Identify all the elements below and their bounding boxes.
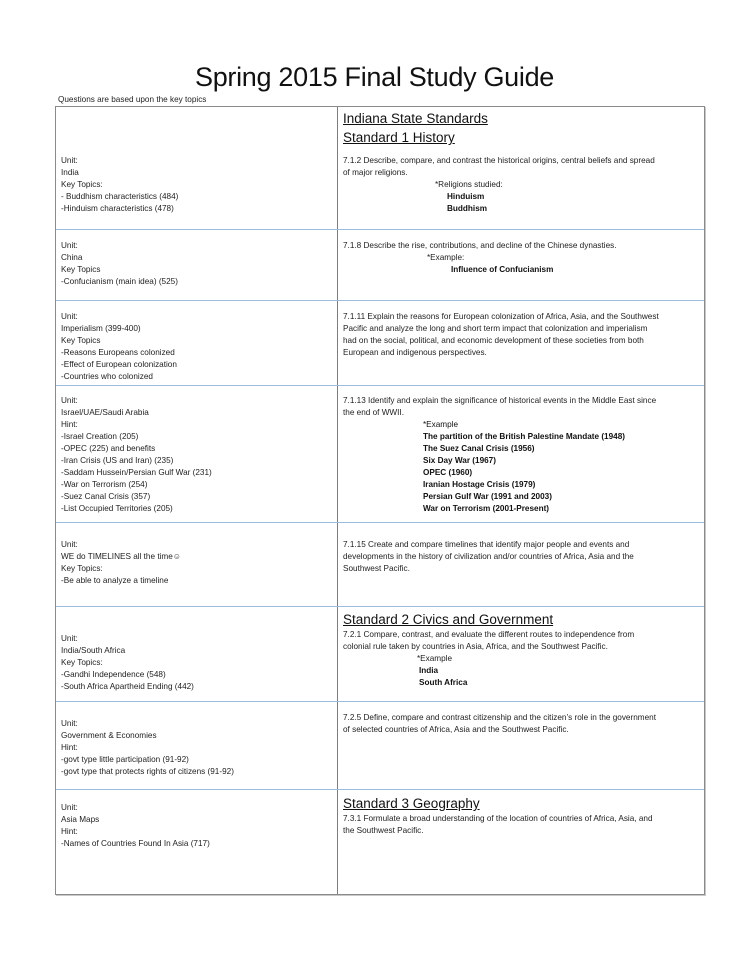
standard-text: the end of WWII. (343, 408, 404, 417)
header-standard-1: Standard 1 History (343, 130, 455, 145)
standard-text: Pacific and analyze the long and short term impact that colonization and imperialism (343, 324, 648, 333)
standard-text: 7.3.1 Formulate a broad understanding of the location of countries of Africa, Asia, and (343, 814, 653, 823)
table-row-israel (56, 385, 704, 523)
row-left-line: Unit: (61, 634, 78, 643)
row-left-line: -Saddam Hussein/Persian Gulf War (231) (61, 468, 212, 477)
standard-text: 7.2.1 Compare, contrast, and evaluate the different routes to independence from (343, 630, 635, 639)
row-left-line: -govt type that protects rights of citizens (91-92) (61, 767, 234, 776)
row-left-line: Unit: (61, 156, 78, 165)
row-left-line: India (61, 168, 79, 177)
table-row-imperialism (56, 300, 704, 386)
row-left-line: Unit: (61, 719, 78, 728)
table-row-timelines (56, 522, 704, 607)
example-label: *Example (417, 654, 453, 663)
standard-text: 7.1.8 Describe the rise, contributions, and decline of the Chinese dynasties. (343, 241, 617, 250)
row-left-line: -govt type little participation (91-92) (61, 755, 189, 764)
example-label: *Example: (427, 253, 465, 262)
row-left-line: -Israel Creation (205) (61, 432, 139, 441)
standard-text: 7.1.15 Create and compare timelines that identify major people and events and (343, 540, 630, 549)
row-left-line: Key Topics: (61, 564, 103, 573)
example-item: South Africa (419, 678, 468, 687)
row-left-line: Israel/UAE/Saudi Arabia (61, 408, 149, 417)
row-left-line: Key Topics (61, 336, 101, 345)
standard-text: 7.1.13 Identify and explain the significance of historical events in the Middle East since (343, 396, 657, 405)
table-row-india-south-africa (56, 606, 704, 702)
example-label: *Example (423, 420, 459, 429)
row-left-line: -Hinduism characteristics (478) (61, 204, 174, 213)
row-left-line: -Iran Crisis (US and Iran) (235) (61, 456, 174, 465)
row-left-line: China (61, 253, 83, 262)
page-title: Spring 2015 Final Study Guide (194, 62, 555, 92)
standard-text: colonial rule taken by countries in Asia, Africa, and the Southwest Pacific. (343, 642, 608, 651)
subtitle: Questions are based upon the key topics (58, 95, 207, 104)
row-left-line: Asia Maps (61, 815, 100, 824)
row-left-line: -Be able to analyze a timeline (61, 576, 169, 585)
standard-text: 7.2.5 Define, compare and contrast citizenship and the citizen’s role in the government (343, 713, 656, 722)
study-guide-table (55, 106, 705, 895)
row-left-line: -South Africa Apartheid Ending (442) (61, 682, 194, 691)
row-left-line: -Confucianism (main idea) (525) (61, 277, 178, 286)
table-row-india (56, 107, 704, 229)
example-item: The partition of the British Palestine Mandate (1948) (423, 432, 625, 441)
standard-text: of selected countries of Africa, Asia and the Southwest Pacific. (343, 725, 569, 734)
row-left-line: India/South Africa (61, 646, 126, 655)
example-item: Influence of Confucianism (451, 265, 554, 274)
standard-text: the Southwest Pacific. (343, 826, 424, 835)
example-item: Six Day War (1967) (423, 456, 496, 465)
standard-text: developments in the history of civilization and/or countries of Africa, Asia and the (343, 552, 634, 561)
row-left-line: Unit: (61, 396, 78, 405)
example-item: Persian Gulf War (1991 and 2003) (423, 492, 552, 501)
example-item: India (419, 666, 439, 675)
standard-text: Southwest Pacific. (343, 564, 410, 573)
row-left-line: Key Topics: (61, 180, 103, 189)
standard-3-heading: Standard 3 Geography (343, 796, 480, 811)
row-left-line: -Gandhi Independence (548) (61, 670, 166, 679)
standard-text: had on the social, political, and economic development of these societies from both (343, 336, 644, 345)
row-left-line: Hint: (61, 420, 78, 429)
row-left-line: Unit: (61, 540, 78, 549)
row-left-line: Unit: (61, 803, 78, 812)
row-left-line: Key Topics: (61, 658, 103, 667)
row-left-line: Key Topics (61, 265, 101, 274)
row-left-line: Government & Economies (61, 731, 157, 740)
row-left-line: Hint: (61, 743, 78, 752)
row-left-line: - Buddhism characteristics (484) (61, 192, 179, 201)
row-left-line: -Countries who colonized (61, 372, 153, 381)
row-left-line: -Suez Canal Crisis (357) (61, 492, 151, 501)
row-left-line: WE do TIMELINES all the time☺ (61, 552, 182, 561)
example-item: Hinduism (447, 192, 485, 201)
row-left-line: -Effect of European colonization (61, 360, 177, 369)
row-left-line: Imperialism (399-400) (61, 324, 141, 333)
row-left-line: Unit: (61, 312, 78, 321)
standard-text: European and indigenous perspectives. (343, 348, 487, 357)
example-item: Buddhism (447, 204, 488, 213)
row-left-line: -Names of Countries Found In Asia (717) (61, 839, 210, 848)
row-left-line: Hint: (61, 827, 78, 836)
example-item: The Suez Canal Crisis (1956) (423, 444, 535, 453)
header-indiana-standards: Indiana State Standards (343, 111, 488, 126)
row-left-line: -OPEC (225) and benefits (61, 444, 156, 453)
row-left-line: -Reasons Europeans colonized (61, 348, 175, 357)
example-item: Iranian Hostage Crisis (1979) (423, 480, 536, 489)
example-item: OPEC (1960) (423, 468, 473, 477)
row-left-line: Unit: (61, 241, 78, 250)
table-row-china (56, 229, 704, 301)
standard-text: 7.1.11 Explain the reasons for European colonization of Africa, Asia, and the Southwest (343, 312, 659, 321)
table-row-government (56, 701, 704, 790)
row-left-line: -List Occupied Territories (205) (61, 504, 173, 513)
row-left-line: -War on Terrorism (254) (61, 480, 148, 489)
standard-text: of major religions. (343, 168, 408, 177)
standard-2-heading: Standard 2 Civics and Government (343, 612, 554, 627)
example-item: War on Terrorism (2001-Present) (423, 504, 550, 513)
example-label: *Religions studied: (435, 180, 503, 189)
standard-text: 7.1.2 Describe, compare, and contrast the historical origins, central beliefs and spread (343, 156, 655, 165)
table-row-asia-maps (56, 789, 704, 895)
